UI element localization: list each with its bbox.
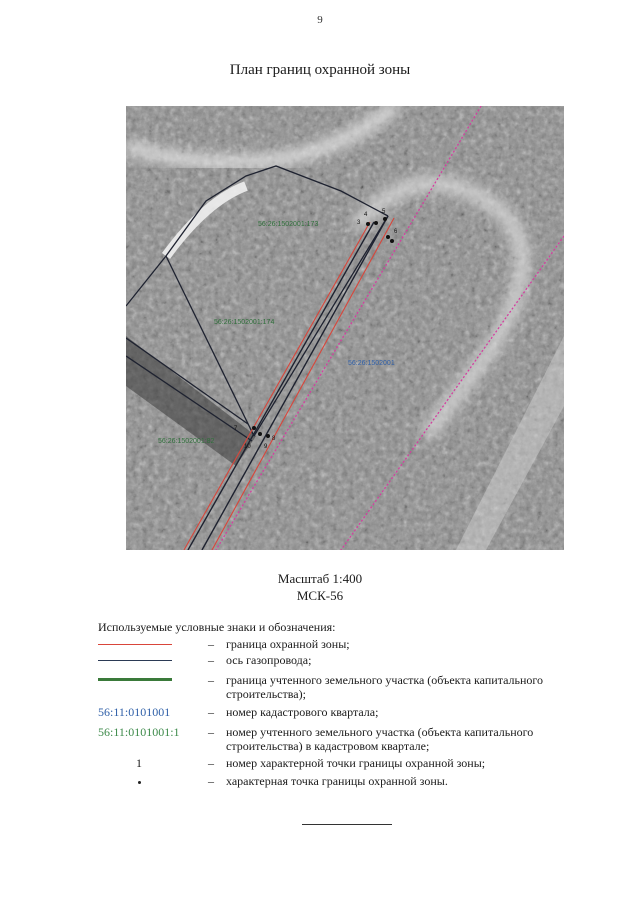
coordinate-system: МСК-56 xyxy=(296,588,344,603)
point-label-6: 6 xyxy=(394,229,398,235)
legend-desc: номер учтенного земельного участка (объекта капитального строительства) в кадастровом квартале; xyxy=(226,725,534,753)
legend-dash: – xyxy=(208,637,214,651)
legend-symbol-dot xyxy=(138,781,141,784)
legend-desc: граница учтенного земельного участка (объекта капитального строительства); xyxy=(226,673,544,701)
point-label-5: 5 xyxy=(382,209,386,215)
parcel-label-1: 56:26:1502001:173 xyxy=(258,221,319,228)
page-title: План границ охранной зоны xyxy=(229,62,411,78)
legend-row-parcel-number xyxy=(98,725,598,757)
legend-dash: – xyxy=(208,653,214,667)
quarter-label: 56:26:1502001 xyxy=(348,360,395,367)
map-image xyxy=(126,106,564,550)
page-number: 9 xyxy=(317,14,323,26)
legend-symbol-point-number: 1 xyxy=(136,756,142,770)
legend-row-characteristic-point xyxy=(98,774,598,790)
legend-symbol-axis-line xyxy=(98,653,174,669)
legend-desc: граница охранной зоны; xyxy=(226,637,350,651)
legend-symbol-quarter-number: 56:11:0101001 xyxy=(98,705,171,719)
legend-dash: – xyxy=(208,725,214,739)
legend-desc: характерная точка границы охранной зоны. xyxy=(226,774,448,788)
legend-desc: ось газопровода; xyxy=(226,653,312,667)
legend-row-gas-axis xyxy=(98,653,598,669)
legend-row-cadastral-quarter xyxy=(98,705,598,721)
legend-dash: – xyxy=(208,756,214,770)
point-label-10: 10 xyxy=(244,444,251,450)
footer-divider xyxy=(302,824,392,825)
legend-row-parcel-boundary xyxy=(98,673,598,705)
point-label-3: 3 xyxy=(357,220,361,226)
point-label-9: 9 xyxy=(264,444,268,450)
parcel-label-3: 56:26:1502001:82 xyxy=(158,438,215,445)
legend-dash: – xyxy=(208,774,214,788)
point-label-7: 7 xyxy=(234,426,238,432)
legend-desc: номер кадастрового квартала; xyxy=(226,705,379,719)
point-label-4: 4 xyxy=(364,212,368,218)
legend-row-point-number xyxy=(98,756,598,772)
scale-info xyxy=(0,570,640,604)
scale-ratio: Масштаб 1:400 xyxy=(277,571,363,586)
legend-row-protection-boundary xyxy=(98,637,598,653)
legend-dash: – xyxy=(208,705,214,719)
parcel-label-2: 56:26:1502001:174 xyxy=(214,319,275,326)
legend-title: Используемые условные знаки и обозначения: xyxy=(98,620,336,634)
legend-symbol-green-line xyxy=(98,673,174,689)
legend-desc: номер характерной точки границы охранной зоны; xyxy=(226,756,486,770)
legend-symbol-parcel-number: 56:11:0101001:1 xyxy=(98,725,180,739)
legend-dash: – xyxy=(208,673,214,687)
legend-symbol-red-line xyxy=(98,637,174,653)
point-label-8: 8 xyxy=(272,436,276,442)
